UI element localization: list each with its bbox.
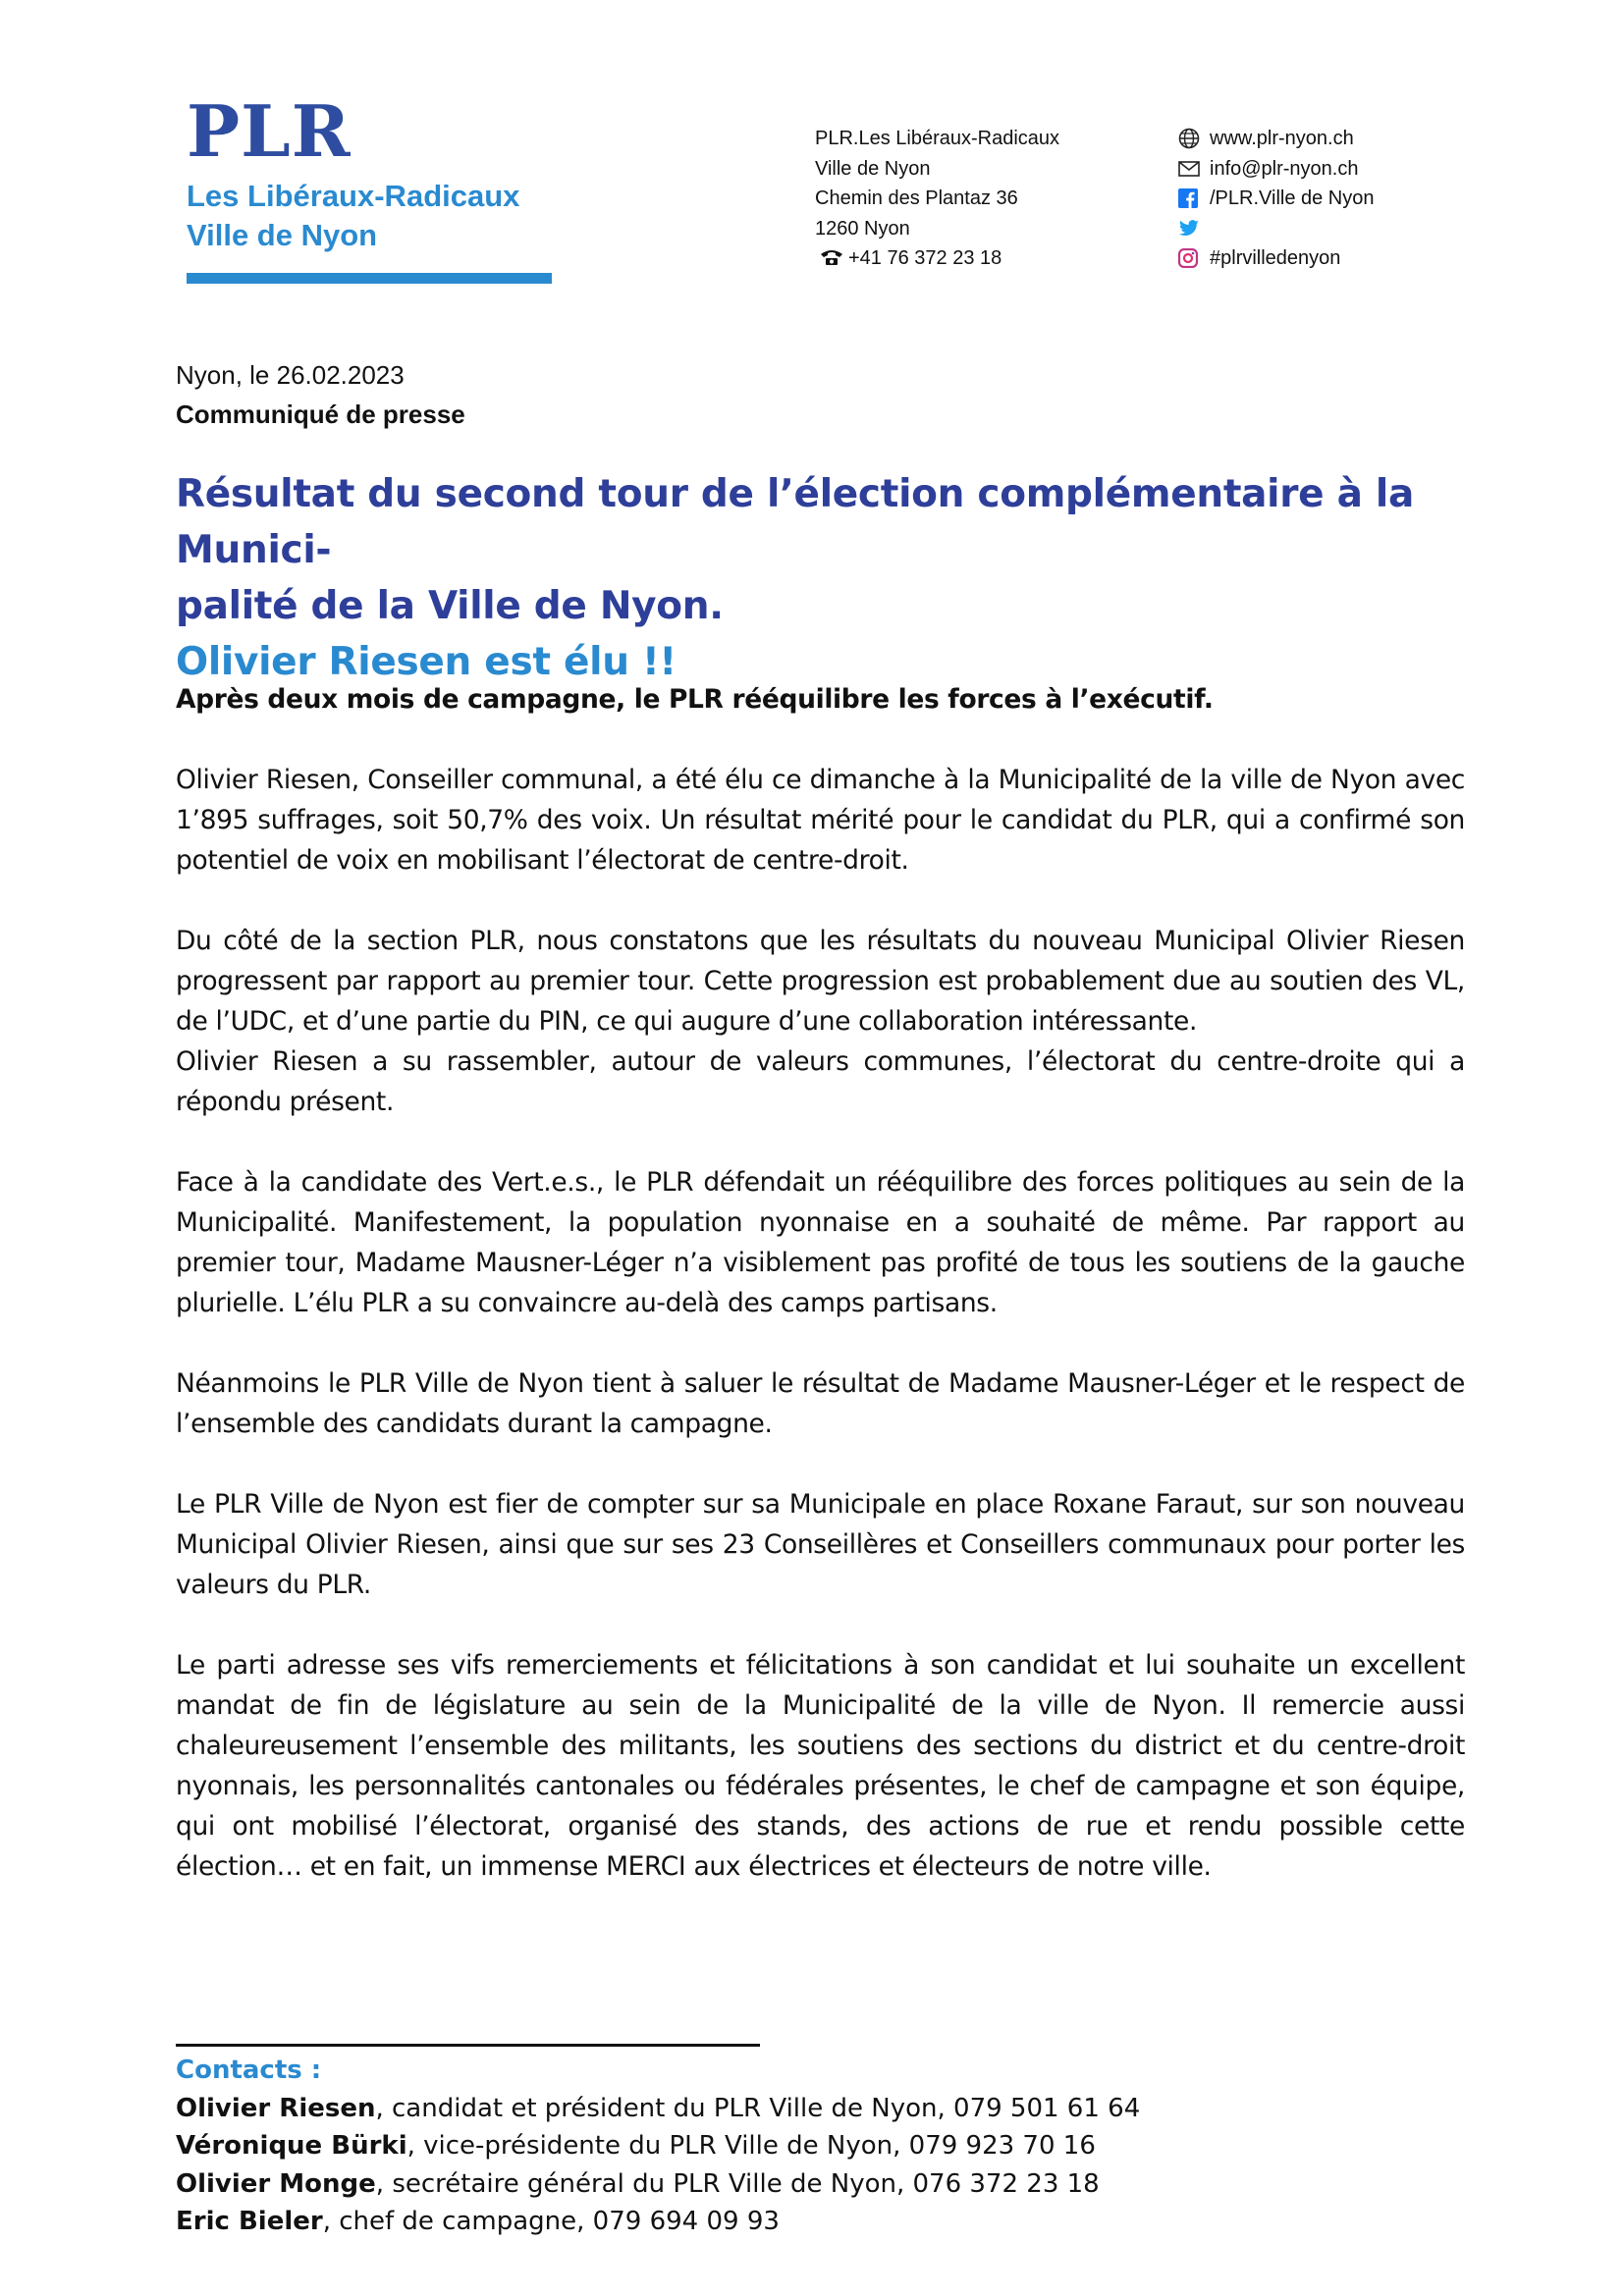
website-row[interactable] <box>1178 124 1375 154</box>
paragraph-4: Face à la candidate des Vert.e.s., le PLR défendait un rééquilibre des forces politiques au sein de la Municipalité. Manifestement, la population nyonnaise en a souhaité de même. Par rapport au premier tour, Madame Mausner-Léger n’a visiblement pas profité de tous les soutiens de la gauche plurielle. L’élu PLR a su convaincre au-delà des camps partisans. <box>176 1167 1465 1318</box>
contact-name: Olivier Monge <box>176 2168 376 2199</box>
contact-item <box>176 2127 1140 2165</box>
contacts-divider <box>176 2044 760 2047</box>
contact-name: Véronique Bürki <box>176 2131 407 2161</box>
address-city-line: Ville de Nyon <box>815 157 931 180</box>
contacts-title: Contacts : <box>176 2056 322 2085</box>
facebook-link[interactable]: /PLR.Ville de Nyon <box>1210 187 1375 209</box>
address-phone: +41 76 372 23 18 <box>848 247 1002 269</box>
globe-icon <box>1178 128 1210 149</box>
paragraph-5: Néanmoins le PLR Ville de Nyon tient à saluer le résultat de Madame Mausner-Léger et le respect de l’ensemble des candidats durant la campagne. <box>176 1368 1465 1439</box>
paragraph-6: Le PLR Ville de Nyon est fier de compter sur sa Municipale en place Roxane Faraut, sur son nouveau Municipal Olivier Riesen, ainsi que sur ses 23 Conseillères et Conseillers communaux pour porter les valeurs du PLR. <box>176 1489 1465 1600</box>
email-link[interactable]: info@plr-nyon.ch <box>1210 157 1359 180</box>
contact-name: Eric Bieler <box>176 2207 323 2236</box>
telephone-icon <box>815 249 848 267</box>
date-line: Nyon, le 26.02.2023 <box>176 360 405 390</box>
address-phone-row <box>815 243 1059 274</box>
contact-detail: , chef de campagne, 079 694 09 93 <box>322 2207 780 2236</box>
instagram-row[interactable] <box>1178 243 1375 274</box>
doc-type: Communiqué de presse <box>176 400 465 429</box>
contact-detail: , candidat et président du PLR Ville de Nyon, 079 501 61 64 <box>375 2093 1141 2123</box>
press-body <box>176 679 1465 1887</box>
title-line-1: Résultat du second tour de l’élection complémentaire à la Munici- <box>176 472 1414 572</box>
logo-abbr: PLR <box>187 89 352 173</box>
contact-item <box>176 2165 1140 2204</box>
email-row[interactable] <box>1178 154 1375 185</box>
title-subtitle: Olivier Riesen est élu !! <box>176 640 677 684</box>
plr-logo <box>187 89 552 255</box>
facebook-icon <box>1178 188 1210 208</box>
contacts-block <box>176 2052 1140 2241</box>
logo-bar <box>187 273 552 284</box>
contact-name: Olivier Riesen <box>176 2093 376 2123</box>
contact-item <box>176 2090 1140 2128</box>
twitter-row[interactable] <box>1178 214 1375 244</box>
instagram-handle[interactable]: #plrvilledenyon <box>1210 247 1341 269</box>
paragraph-3: Olivier Riesen a su rassembler, autour de valeurs communes, l’électorat du centre-droite qui a répondu présent. <box>176 1046 1465 1117</box>
paragraph-2: Du côté de la section PLR, nous constatons que les résultats du nouveau Municipal Olivier Riesen progressent par rapport au premier tour. Cette progression est probablement due au soutien des VL, de l’UDC, et d’une partie du PIN, ce qui augure d’une collaboration intéressante. <box>176 926 1465 1037</box>
press-title <box>176 466 1464 690</box>
contact-detail: , secrétaire général du PLR Ville de Nyon, 076 372 23 18 <box>375 2168 1100 2199</box>
contact-item <box>176 2203 1140 2241</box>
title-line-2: palité de la Ville de Nyon. <box>176 584 724 628</box>
lead-paragraph: Après deux mois de campagne, le PLR rééquilibre les forces à l’exécutif. <box>176 684 1214 715</box>
date-header <box>176 355 465 434</box>
mail-icon <box>1178 161 1210 177</box>
contact-detail: , vice-présidente du PLR Ville de Nyon, 079 923 70 16 <box>406 2131 1096 2161</box>
social-block <box>1178 124 1375 274</box>
instagram-icon <box>1178 248 1210 268</box>
paragraph-7: Le parti adresse ses vifs remerciements et félicitations à son candidat et lui souhaite un excellent mandat de fin de législature au sein de la Municipalité de la ville de Nyon. Il remercie aussi chaleureusement l’ensemble des militants, les soutiens des sections du district et du centre-droit nyonnais, les personnalités cantonales ou fédérales présentes, le chef de campagne et son équipe, qui ont mobilisé l’électorat, organisé des stands, des actions de rue et rendu possible cette élection… et en fait, un immense MERCI aux électrices et électeurs de notre ville. <box>176 1650 1465 1882</box>
logo-city: Ville de Nyon <box>187 218 378 252</box>
address-block <box>815 124 1059 274</box>
address-org: PLR.Les Libéraux-Radicaux <box>815 128 1060 149</box>
paragraph-1: Olivier Riesen, Conseiller communal, a été élu ce dimanche à la Municipalité de la ville de Nyon avec 1’895 suffrages, soit 50,7% des voix. Un résultat mérité pour le candidat du PLR, qui a confirmé son potentiel de voix en mobilisant l’électorat de centre-droit. <box>176 765 1465 876</box>
website-link[interactable]: www.plr-nyon.ch <box>1210 128 1354 149</box>
address-zip-city: 1260 Nyon <box>815 217 910 240</box>
address-street: Chemin des Plantaz 36 <box>815 187 1018 209</box>
facebook-row[interactable] <box>1178 184 1375 214</box>
logo-party-name: Les Libéraux-Radicaux <box>187 179 520 213</box>
twitter-icon[interactable] <box>1178 220 1210 238</box>
